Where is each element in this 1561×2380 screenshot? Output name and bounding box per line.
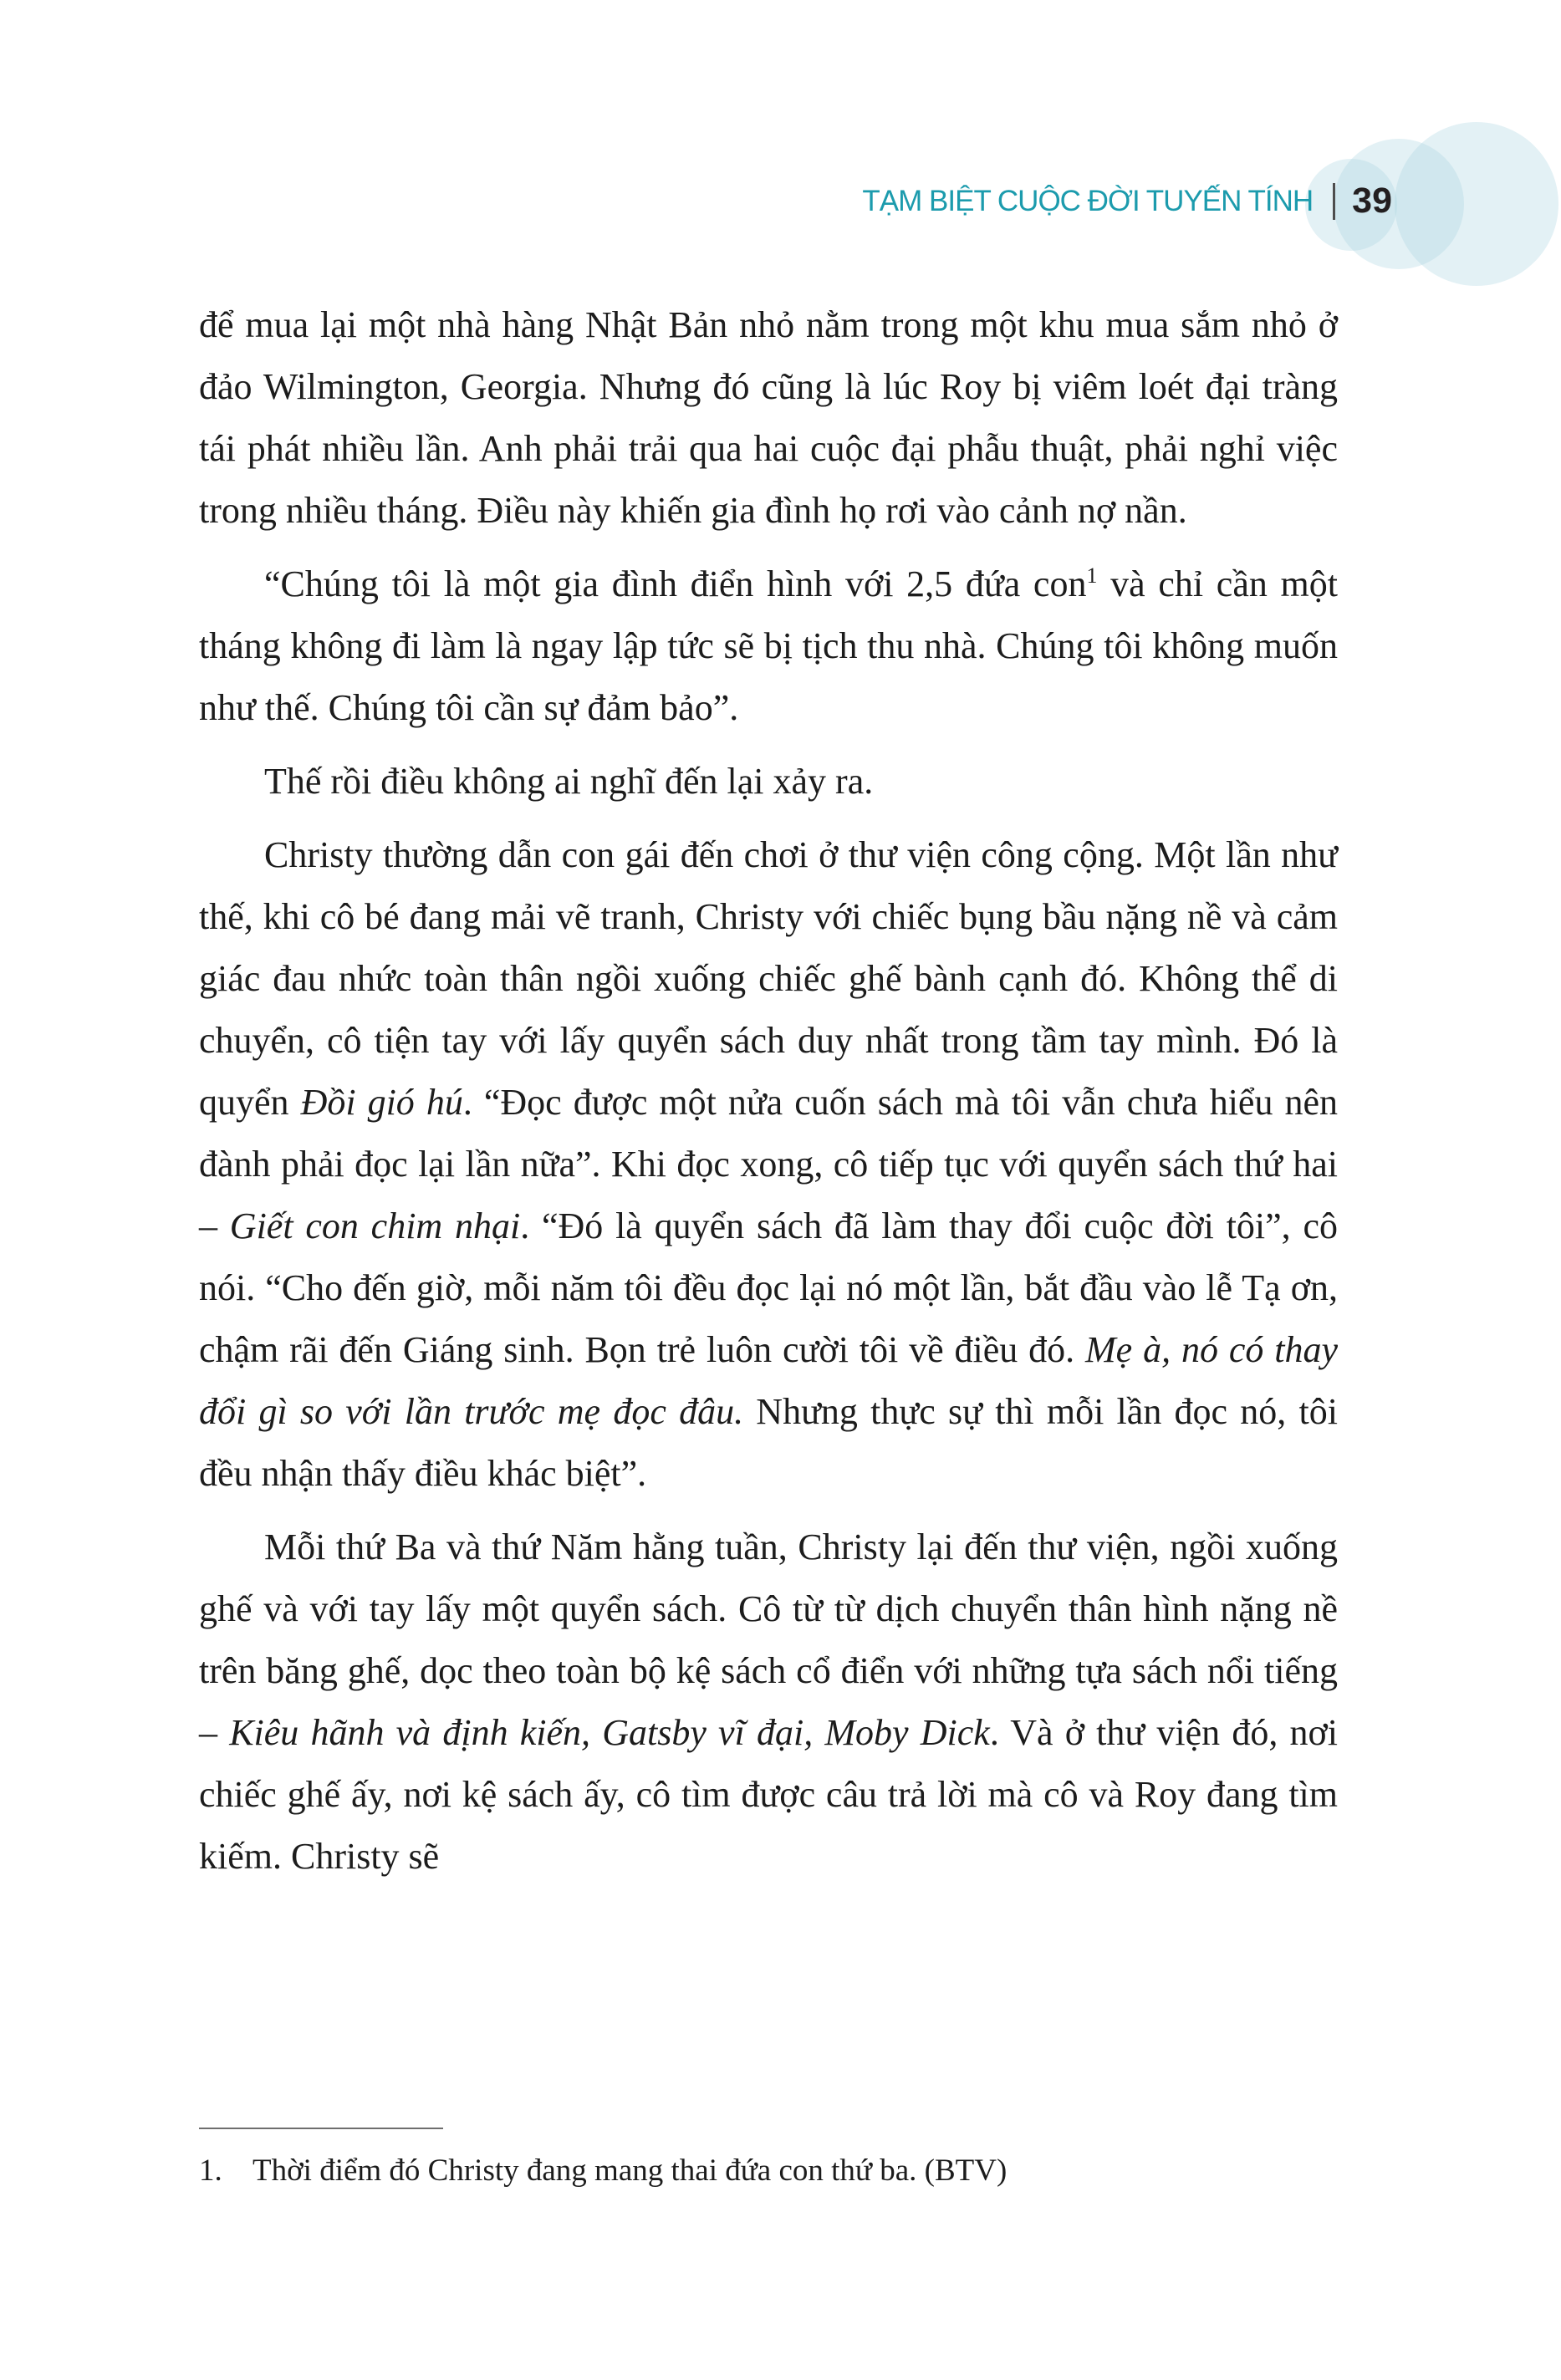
footnote-text: Thời điểm đó Christy đang mang thai đứa con thứ ba. (BTV): [253, 2153, 1008, 2188]
paragraph: [199, 294, 1338, 542]
footnote-rule: [199, 2128, 443, 2129]
chapter-title: TẠM BIỆT CUỘC ĐỜI TUYẾN TÍNH: [862, 184, 1314, 217]
body-run: và chỉ cần một tháng không đi làm là ngay lập tức sẽ bị tịch thu nhà. Chúng tôi không muốn như thế. Chúng tôi cần sự đảm bảo”.: [199, 563, 1338, 728]
body-run: Nhưng thực sự thì mỗi lần đọc nó, tôi đều nhận thấy điều khác biệt”.: [199, 1391, 1338, 1494]
body-run: Christy thường dẫn con gái đến chơi ở thư viện công cộng. Một lần như thế, khi cô bé đang mải vẽ tranh, Christy với chiếc bụng bầu nặng nề và cảm giác đau nhức toàn thân ngồi xuống chiếc ghế bành cạnh đó. Không thể di chuyển, cô tiện tay với lấy quyển sách duy nhất trong tầm tay mình. Đó là quyển: [199, 834, 1338, 1123]
paragraph: [199, 553, 1338, 739]
header-divider: [1333, 183, 1335, 220]
book-title-text: Giết con chim nhại: [229, 1205, 521, 1246]
page-number: 39: [1352, 181, 1392, 221]
footnote-reference: 1: [1086, 563, 1098, 588]
page-header: [862, 181, 1392, 222]
body-run: . “Đó là quyển sách đã làm thay đổi cuộc đời tôi”, cô nói. “Cho đến giờ, mỗi năm tôi đều đọc lại nó một lần, bắt đầu vào lễ Tạ ơn, chậm rãi đến Giáng sinh. Bọn trẻ luôn cười tôi về điều đó.: [199, 1205, 1338, 1370]
body-run: “Chúng tôi là một gia đình điển hình với 2,5 đứa con: [264, 563, 1087, 604]
body-run: Thế rồi điều không ai nghĩ đến lại xảy ra.: [264, 761, 874, 802]
paragraph: [199, 824, 1338, 1505]
body-run: . Và ở thư viện đó, nơi chiếc ghế ấy, nơi kệ sách ấy, cô tìm được câu trả lời mà cô và Roy đang tìm kiếm. Christy sẽ: [199, 1712, 1339, 1877]
footnote: [199, 2150, 1338, 2192]
paragraph: [199, 1516, 1338, 1888]
body-run: . “Đọc được một nửa cuốn sách mà tôi vẫn chưa hiểu nên đành phải đọc lại lần nữa”. Khi đọc xong, cô tiếp tục với quyển sách thứ hai –: [199, 1082, 1339, 1246]
book-title-text: Mẹ à, nó có thay đổi gì so với lần trước mẹ đọc đâu.: [199, 1329, 1338, 1432]
body-text: [199, 294, 1338, 1899]
paragraph: [199, 751, 1338, 813]
book-title-text: Đồi gió hú: [300, 1082, 463, 1123]
body-run: Mỗi thứ Ba và thứ Năm hằng tuần, Christy lại đến thư viện, ngồi xuống ghế và với tay lấy một quyển sách. Cô từ từ dịch chuyển thân hình nặng nề trên băng ghế, dọc theo toàn bộ kệ sách cổ điển với những tựa sách nổi tiếng –: [199, 1526, 1338, 1753]
decorative-circle-large: [1395, 122, 1558, 286]
book-title-text: Kiêu hãnh và định kiến, Gatsby vĩ đại, Moby Dick: [229, 1712, 990, 1753]
footnote-marker: 1.: [199, 2153, 222, 2188]
body-run: để mua lại một nhà hàng Nhật Bản nhỏ nằm trong một khu mua sắm nhỏ ở đảo Wilmington, Georgia. Nhưng đó cũng là lúc Roy bị viêm loét đại tràng tái phát nhiều lần. Anh phải trải qua hai cuộc đại phẫu thuật, phải nghỉ việc trong nhiều tháng. Điều này khiến gia đình họ rơi vào cảnh nợ nần.: [199, 304, 1338, 531]
